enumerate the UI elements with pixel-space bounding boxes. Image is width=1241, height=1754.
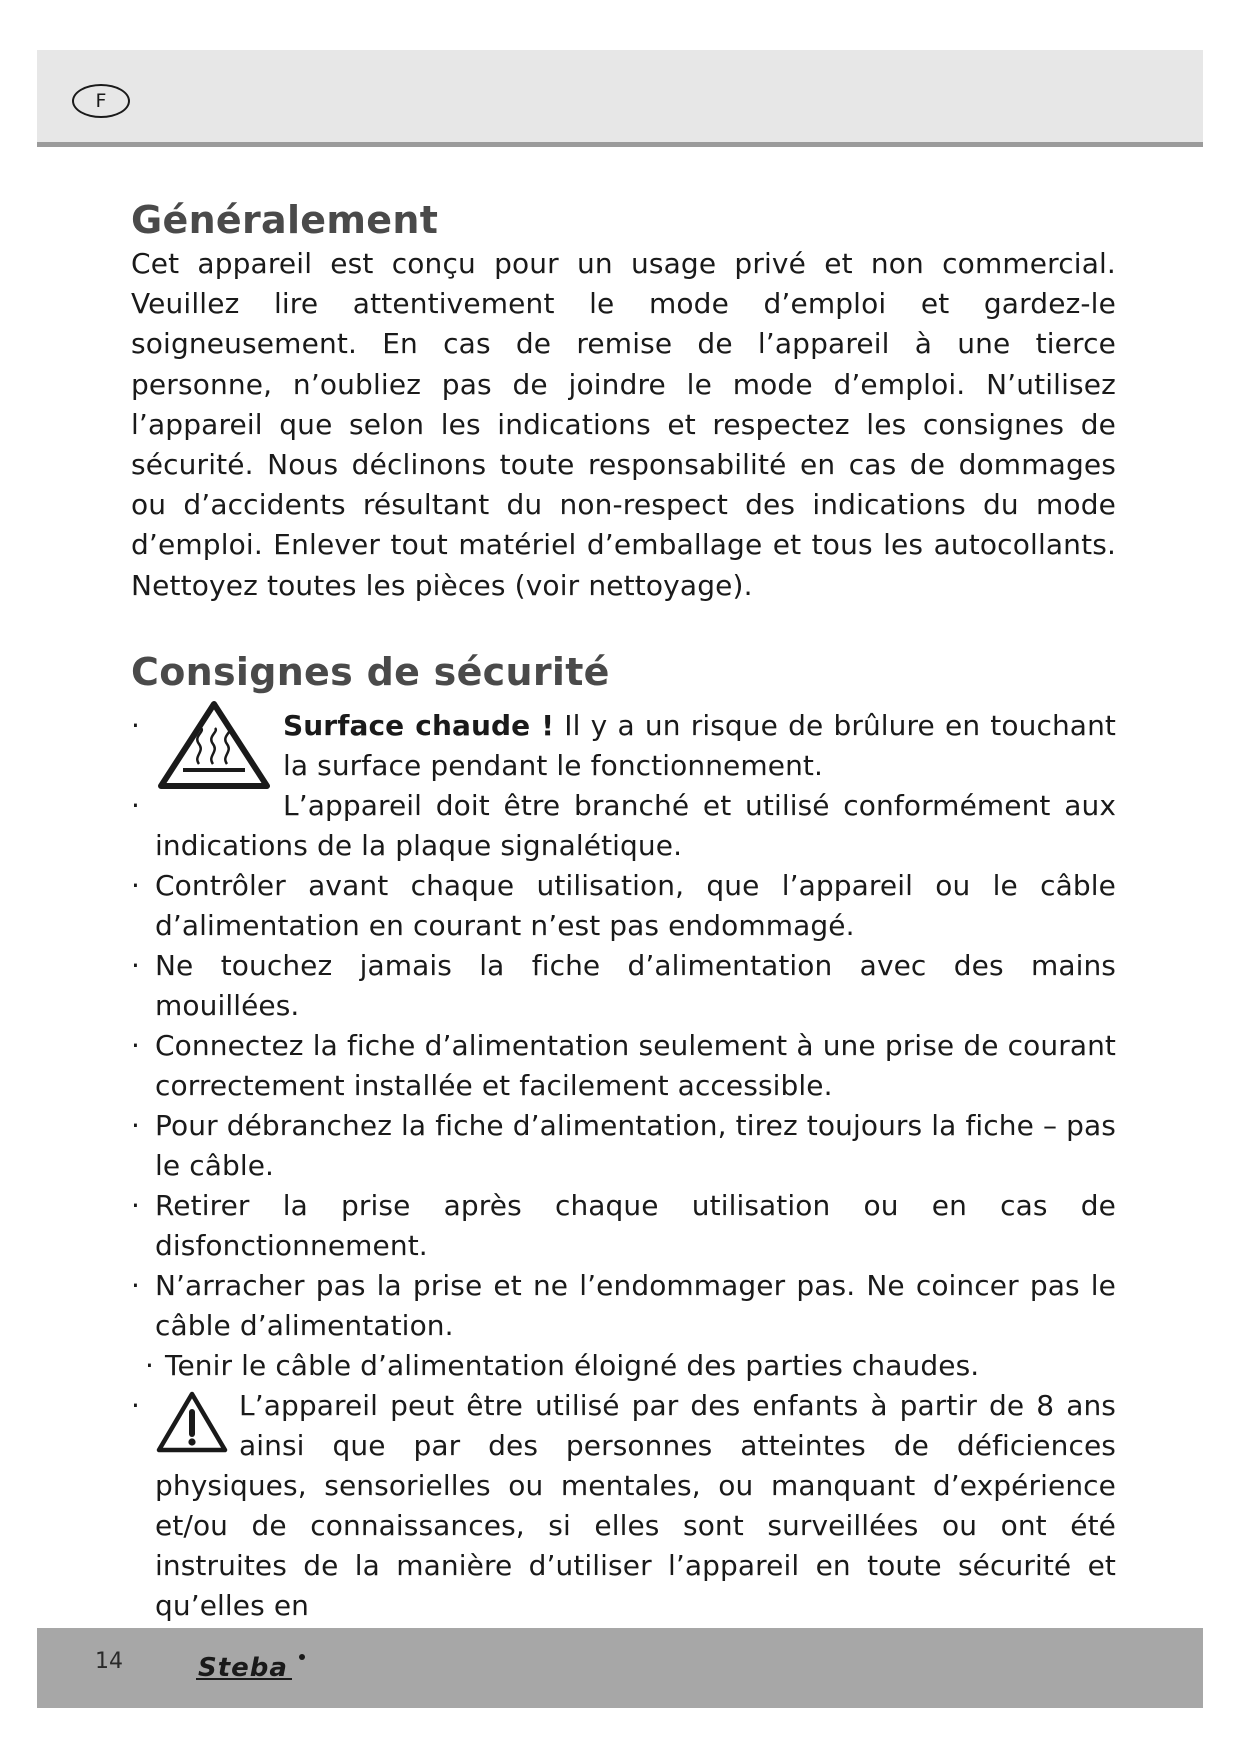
safety-item: [131, 1346, 1116, 1386]
safety-item-text: Il y a un risque de brûlure en touchant la surface pendant le fonctionnement.: [283, 708, 1116, 782]
safety-item: [131, 866, 1116, 946]
bullet: ·: [131, 1028, 141, 1062]
page-number: 14: [95, 1649, 123, 1674]
general-heading: Généralement: [131, 198, 439, 242]
general-paragraph: Cet appareil est conçu pour un usage privé et non commercial. Veuillez lire attentivement le mode d’emploi et gardez-le soigneusement. En cas de remise de l’appareil à une tierce personne, n’oubliez pas de joindre le mode d’emploi. N’utilisez l’appareil que selon les indications et respectez les consignes de sécurité. Nous déclinons toute responsabilité en cas de dommages ou d’accidents résultant du non-respect des indications du mode d’emploi. Enlever tout matériel d’emballage et tous les autocollants. Nettoyez toutes les pièces (voir nettoyage).: [131, 247, 1116, 602]
safety-item-text: Tenir le câble d’alimentation éloigné des parties chaudes.: [165, 1348, 980, 1382]
safety-item: [131, 946, 1116, 1026]
hot-surface-warning-icon: [155, 698, 273, 790]
safety-item: [131, 786, 1116, 866]
bullet: ·: [131, 788, 141, 822]
safety-item-text: Contrôler avant chaque utilisation, que l’appareil ou le câble d’alimentation en courant n’est pas endommagé.: [155, 868, 1116, 942]
safety-item-text: Ne touchez jamais la fiche d’alimentation avec des mains mouillées.: [155, 948, 1116, 1022]
safety-item-text: Pour débranchez la fiche d’alimentation, tirez toujours la fiche – pas le câble.: [155, 1108, 1116, 1182]
safety-item-children: [131, 1386, 1116, 1626]
bullet: ·: [131, 1108, 141, 1142]
safety-item: [131, 1026, 1116, 1106]
header-divider: [37, 142, 1203, 147]
safety-item-text: N’arracher pas la prise et ne l’endommager pas. Ne coincer pas le câble d’alimentation.: [155, 1268, 1116, 1342]
bullet: ·: [131, 1388, 141, 1422]
safety-item-hot-surface: [131, 706, 1116, 786]
bullet: ·: [145, 1348, 155, 1382]
safety-item: [131, 1186, 1116, 1266]
safety-instructions-list: [131, 706, 1116, 1626]
general-warning-icon: [155, 1390, 229, 1454]
safety-item-text: L’appareil peut être utilisé par des enfants à partir de 8 ans ainsi que par des personnes atteintes de déficiences physiques, sensorielles ou mentales, ou manquant d’expérience et/ou de connaissances, si elles sont surveillées ou ont été instruites de la manière d’utiliser l’appareil en toute sécurité et qu’elles en: [155, 1388, 1116, 1622]
language-badge: F: [72, 84, 130, 118]
svg-text:Steba: Steba: [198, 1653, 288, 1683]
bullet: ·: [131, 708, 141, 742]
bullet: ·: [131, 948, 141, 982]
bullet: ·: [131, 1188, 141, 1222]
safety-item: [131, 1106, 1116, 1186]
steba-logo: [196, 1649, 314, 1683]
bullet: ·: [131, 1268, 141, 1302]
bullet: ·: [131, 868, 141, 902]
safety-heading: Consignes de sécurité: [131, 649, 610, 694]
safety-item-text: Connectez la fiche d’alimentation seulement à une prise de courant correctement installée et facilement accessible.: [155, 1028, 1116, 1102]
safety-item-text: L’appareil doit être branché et utilisé conformément aux indications de la plaque signalétique.: [155, 788, 1116, 862]
hot-surface-label: Surface chaude !: [283, 708, 555, 742]
page-content: [131, 198, 1116, 1626]
page-header: [37, 50, 1203, 142]
safety-item: [131, 1266, 1116, 1346]
safety-item-text: Retirer la prise après chaque utilisation ou en cas de disfonctionnement.: [155, 1188, 1116, 1262]
